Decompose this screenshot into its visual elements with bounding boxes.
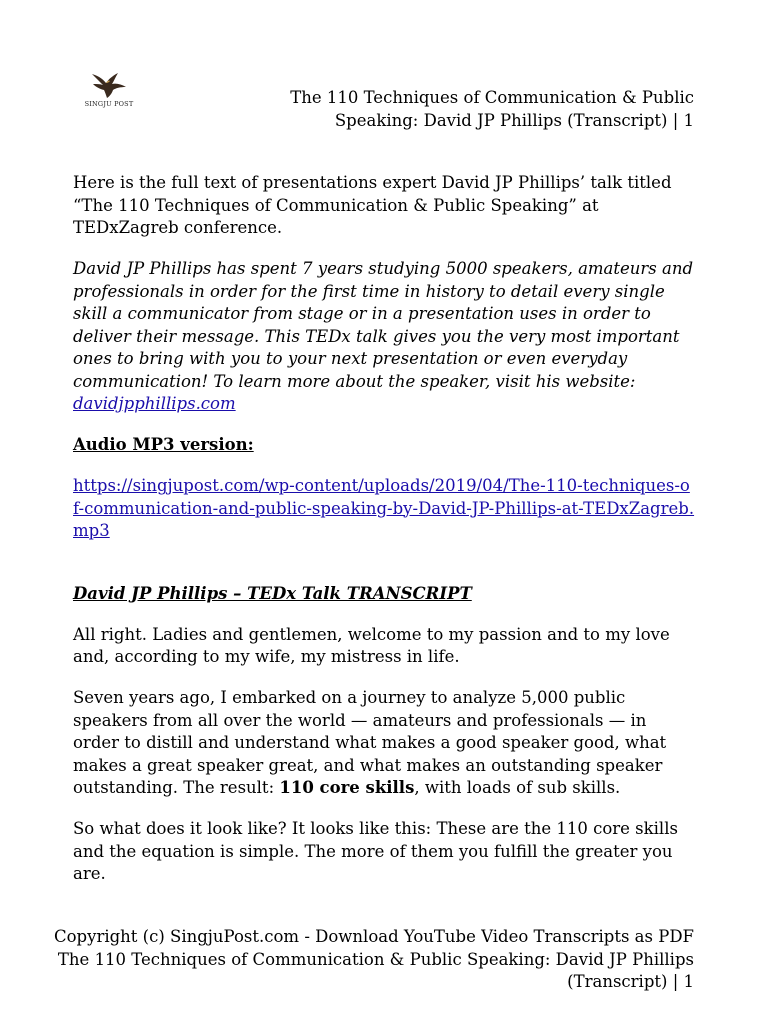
audio-mp3-link[interactable]: https://singjupost.com/wp-content/uploads/2019/04/The-110-techniques-of-communication-and-public-speaking-by-David-JP-Phillips-at-TEDxZagreb.mp3 <box>73 476 695 540</box>
transcript-heading: David JP Phillips – TEDx Talk TRANSCRIPT <box>73 583 472 603</box>
intro-paragraph: Here is the full text of presentations expert David JP Phillips’ talk titled “The 110 Techniques of Communication & Public Speaking” at TEDxZagreb conference. <box>73 173 672 237</box>
transcript-p2-text: Seven years ago, I embarked on a journey to analyze 5,000 public speakers from all over the world — amateurs and professionals — in order to distill and understand what makes a good speaker good, what makes a great speaker great, and what makes an outstanding speaker outstanding. The result: <box>73 688 667 797</box>
transcript-paragraph-2 <box>73 687 695 800</box>
transcript-paragraph-1: All right. Ladies and gentlemen, welcome to my passion and to my love and, according to my wife, my mistress in life. <box>73 624 670 666</box>
core-skills-bold: 110 core skills <box>279 778 415 797</box>
audio-paragraph <box>73 475 695 543</box>
page-footer: Copyright (c) SingjuPost.com - Download YouTube Video Transcripts as PDF The 110 Techniques of Communication & Public Speaking: David JP Phillips (Transcript) | 1 <box>54 927 695 991</box>
speaker-website-link[interactable]: davidjpphillips.com <box>73 394 236 413</box>
eagle-icon <box>90 70 128 100</box>
transcript-paragraph-3: So what does it look like? It looks like this: These are the 110 core skills and the equation is simple. The more of them you fulfill the greater you are. <box>73 819 678 883</box>
summary-paragraph <box>73 258 695 416</box>
audio-heading: Audio MP3 version: <box>73 435 254 454</box>
transcript-p2-end: , with loads of sub skills. <box>414 778 621 797</box>
singju-post-logo <box>76 70 142 122</box>
summary-text: David JP Phillips has spent 7 years studying 5000 speakers, amateurs and professionals in order for the first time in history to detail every single skill a communicator from stage or in a presentation uses in order to deliver their message. This TEDx talk gives you the very most important ones to bring with you to your next presentation or even everyday communication! To learn more about the speaker, visit his website: <box>73 259 694 391</box>
logo-text: SINGJU POST <box>84 100 134 108</box>
header-title: The 110 Techniques of Communication & Public Speaking: David JP Phillips (Transcript) | 1 <box>290 88 694 130</box>
document-body <box>73 172 695 904</box>
